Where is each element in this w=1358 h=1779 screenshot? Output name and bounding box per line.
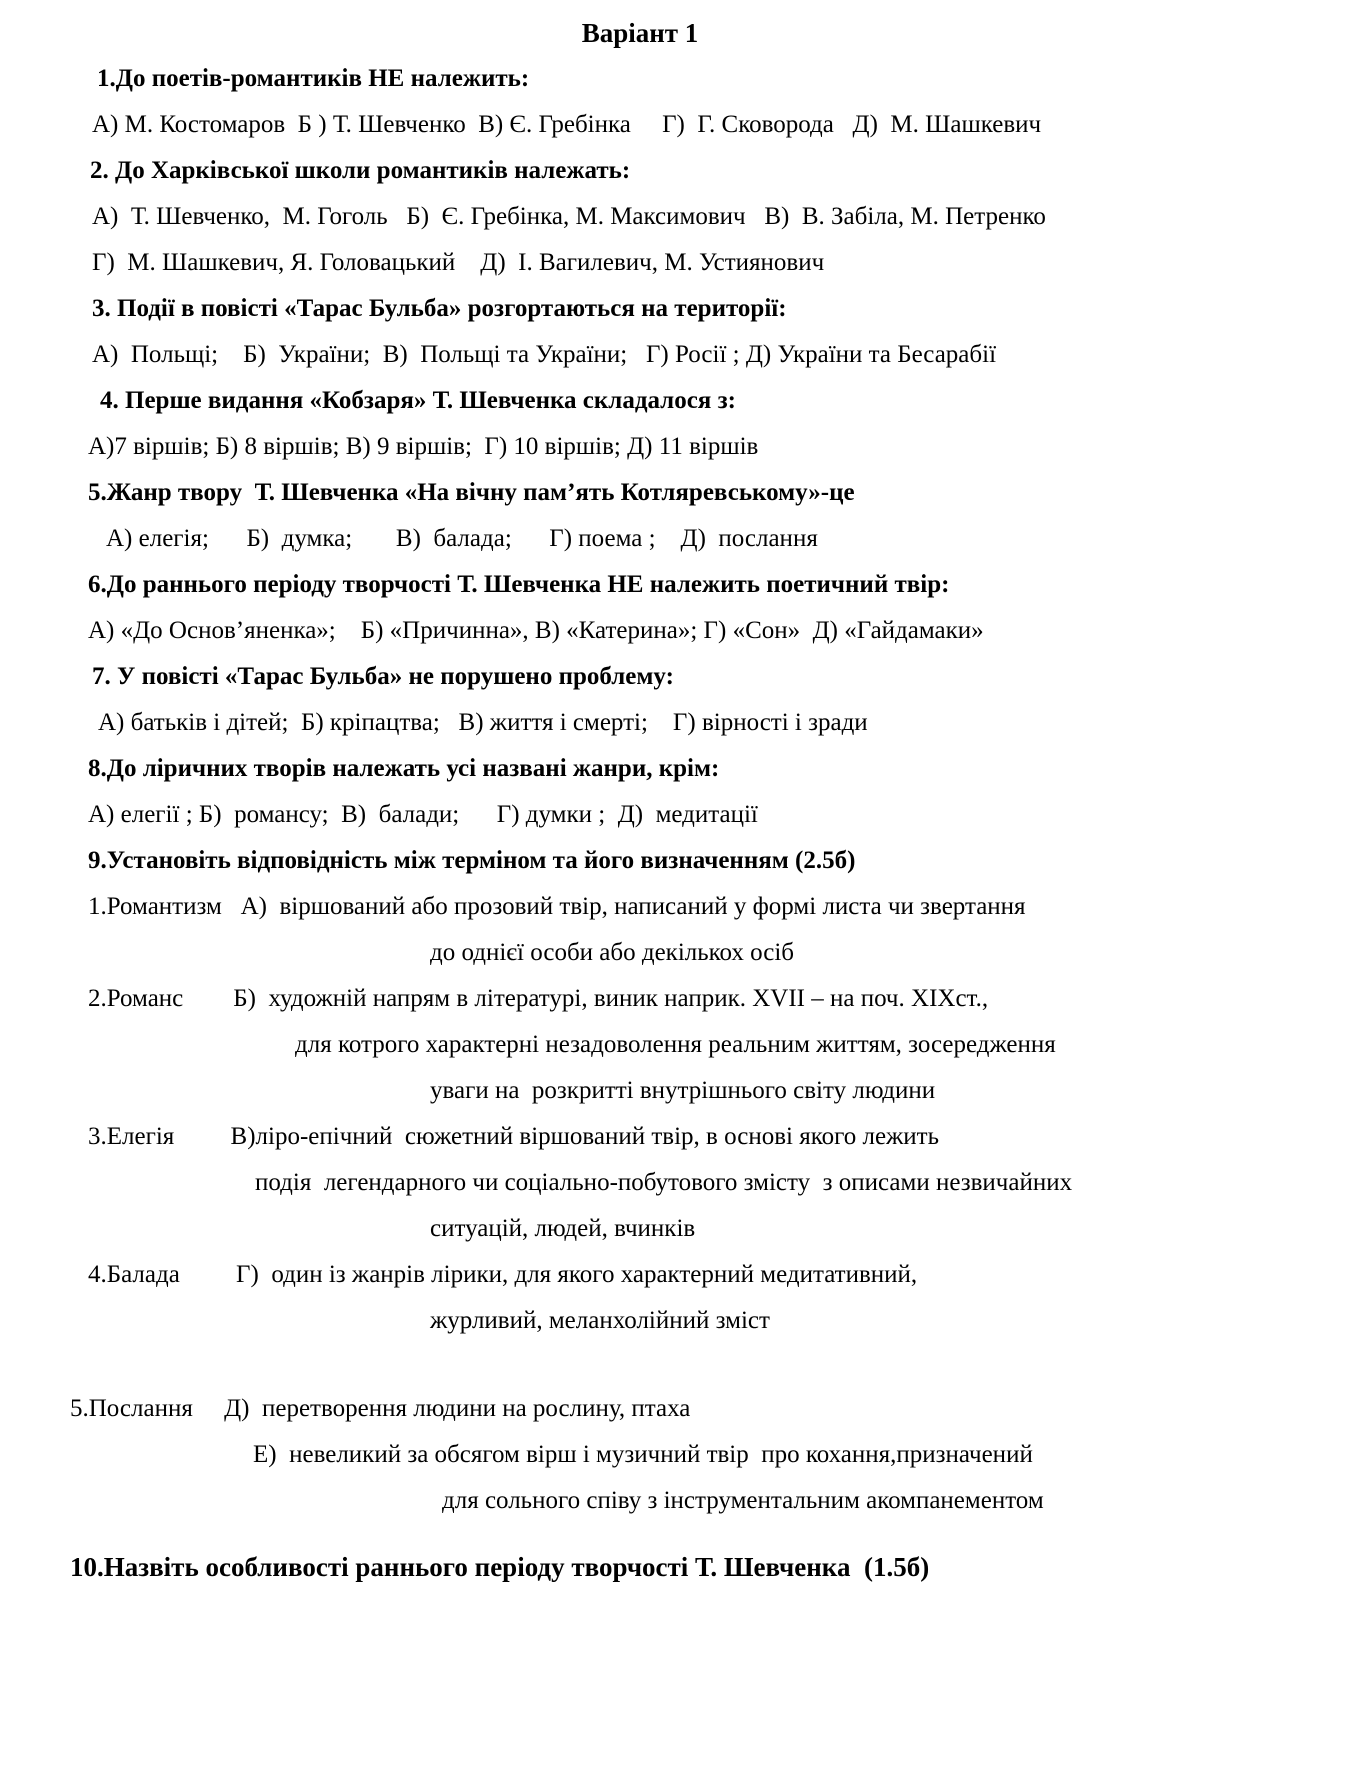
question-line: 3. Події в повісті «Тарас Бульба» розгортаються на території:: [92, 295, 787, 322]
document-body: [70, 56, 1330, 1590]
answer-line: Е) невеликий за обсягом вірш і музичний твір про кохання,призначений: [253, 1441, 1033, 1468]
answer-line: А) «До Основ’яненка»; Б) «Причинна», В) «Катерина»; Г) «Сон» Д) «Гайдамаки»: [88, 617, 984, 644]
answer-line: А) Польщі; Б) України; В) Польщі та України; Г) Росії ; Д) України та Бесарабії: [92, 341, 997, 368]
answer-line: 1.Романтизм А) віршований або прозовий твір, написаний у формі листа чи звертання: [88, 893, 1026, 920]
answer-line: 2.Романс Б) художній напрям в літературі, виник наприк. XVII – на поч. ХІХст.,: [88, 985, 989, 1012]
answer-line: до однієї особи або декількох осіб: [430, 939, 795, 966]
answer-line: А) елегія; Б) думка; В) балада; Г) поема ; Д) послання: [106, 525, 818, 552]
question-line: 1.До поетів-романтиків НЕ належить:: [97, 65, 530, 92]
question-line: 7. У повісті «Тарас Бульба» не порушено проблему:: [92, 663, 674, 690]
question-line: 6.До раннього періоду творчості Т. Шевченка НЕ належить поетичний твір:: [88, 571, 950, 598]
question-line: 10.Назвіть особливості раннього періоду творчості Т. Шевченка (1.5б): [70, 1552, 930, 1582]
question-line: 4. Перше видання «Кобзаря» Т. Шевченка складалося з:: [100, 387, 736, 414]
answer-line: подія легендарного чи соціально-побутового змісту з описами незвичайних: [255, 1169, 1073, 1196]
answer-line: журливий, меланхолійний зміст: [430, 1307, 770, 1334]
answer-line: 3.Елегія В)ліро-епічний сюжетний віршований твір, в основі якого лежить: [88, 1123, 940, 1150]
answer-line: 5.Послання Д) перетворення людини на рослину, птаха: [70, 1395, 691, 1422]
question-line: 8.До ліричних творів належать усі названі жанри, крім:: [88, 755, 720, 782]
question-line: 9.Установіть відповідність між терміном та його визначенням (2.5б): [88, 847, 856, 874]
answer-line: ситуацій, людей, вчинків: [430, 1215, 696, 1242]
answer-line: Г) М. Шашкевич, Я. Головацький Д) І. Вагилевич, М. Устиянович: [92, 249, 825, 276]
question-line: 5.Жанр твору Т. Шевченка «На вічну пам’ять Котляревському»-це: [88, 479, 855, 506]
question-line: 2. До Харківської школи романтиків належать:: [90, 157, 631, 184]
answer-line: А) батьків і дітей; Б) кріпацтва; В) життя і смерті; Г) вірності і зради: [98, 709, 868, 736]
answer-line: А) М. Костомаров Б ) Т. Шевченко В) Є. Гребінка Г) Г. Сковорода Д) М. Шашкевич: [92, 111, 1042, 138]
document-title: Варіант 1: [581, 18, 699, 48]
answer-line: А) Т. Шевченко, М. Гоголь Б) Є. Гребінка, М. Максимович В) В. Забіла, М. Петренко: [92, 203, 1046, 230]
answer-line: 4.Балада Г) один із жанрів лірики, для якого характерний медитативний,: [88, 1261, 918, 1288]
answer-line: для котрого характерні незадоволення реальним життям, зосередження: [295, 1031, 1056, 1058]
answer-line: А) елегії ; Б) романсу; В) балади; Г) думки ; Д) медитації: [88, 801, 758, 828]
answer-line: А)7 віршів; Б) 8 віршів; В) 9 віршів; Г) 10 віршів; Д) 11 віршів: [88, 433, 759, 460]
answer-line: для сольного співу з інструментальним акомпанементом: [442, 1487, 1044, 1514]
answer-line: уваги на розкритті внутрішнього світу людини: [430, 1077, 936, 1104]
